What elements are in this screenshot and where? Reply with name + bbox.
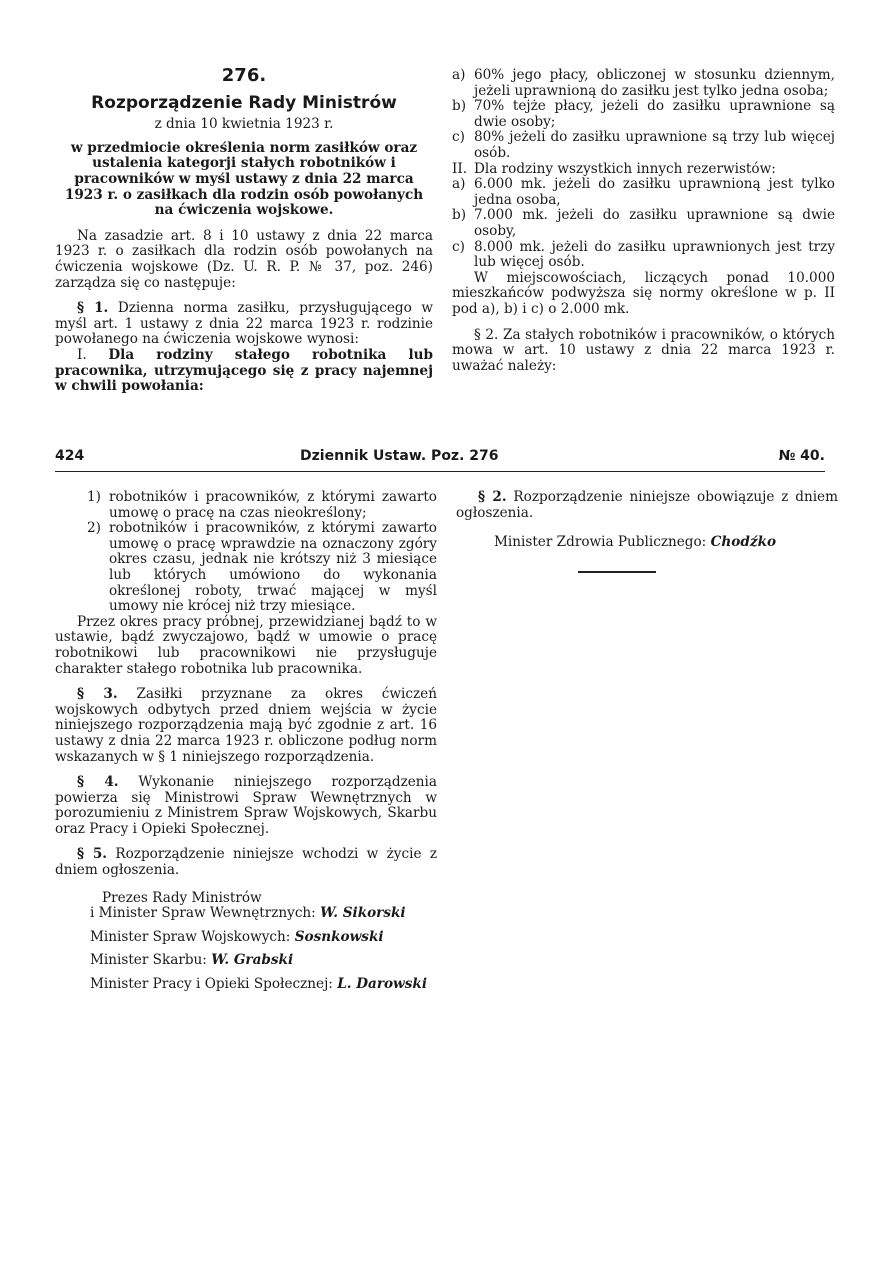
point-I-label: I.: [77, 346, 87, 363]
point-I-item-a: [452, 68, 835, 99]
decree-date: z dnia 10 kwietnia 1923 r.: [154, 116, 334, 133]
point-I-text: Dla rodziny stałego robotnika lub pracownika, utrzymującego się z pracy najemnej w chwili powołania:: [55, 346, 433, 395]
point-II: [452, 162, 835, 178]
section-2: [452, 328, 835, 375]
item-text: robotników i pracowników, z którymi zawarto umowę o pracę wprawdzie na oznaczony zgóry okres czasu, jednak nie krótszy niż 3 miesiące lub których umówiono do wykonania określonej roboty, trwać mającej w myśl umowy nie krócej niż trzy miesiące.: [109, 520, 437, 615]
signature-name: Chodźko: [710, 534, 777, 551]
issue-number: № 40.: [778, 448, 825, 464]
signature-role: Prezes Rady Ministrów: [102, 889, 262, 906]
item-text: 8.000 mk. jeżeli do zasiłku uprawnionych jest trzy lub więcej osób.: [474, 238, 835, 271]
item-label: c): [452, 238, 465, 255]
signature-role: Minister Spraw Wojskowych:: [90, 928, 291, 945]
decree-subject: w przedmiocie określenia norm zasiłków oraz ustalenia kategorji stałych robotników i pracowników w myśl ustawy z dnia 22 marca 1923 r. o zasiłkach dla rodzin osób powołanych na ćwiczenia wojskowe.: [64, 139, 424, 219]
section-5: [55, 847, 437, 878]
decree-277-signature: [456, 535, 838, 551]
item-label: b): [452, 98, 467, 115]
point-II-item-b: [452, 208, 835, 239]
signature-line: [90, 891, 437, 907]
page-number: 424: [55, 448, 85, 464]
item-text: 70% tejże płacy, jeżeli do zasiłku uprawnione są dwie osoby;: [474, 98, 835, 130]
point-II-item-a: [452, 177, 835, 208]
section-5-mark: § 5.: [77, 846, 108, 863]
section-3-mark: § 3.: [77, 686, 118, 703]
end-rule: [578, 571, 656, 573]
category-item-2: [55, 521, 437, 615]
continuation-left-column: [55, 490, 437, 993]
decree-277-section-2-text: Rozporządzenie niniejsze obowiązuje z dniem ogłoszenia.: [456, 489, 838, 521]
item-text: 60% jego płacy, obliczonej w stosunku dziennym, jeżeli uprawnioną do zasiłku jest tylko jedna osoba;: [474, 67, 835, 99]
section-3: [55, 687, 437, 765]
item-label: c): [452, 129, 465, 146]
section-5-text: Rozporządzenie niniejsze wchodzi w życie z dniem ogłoszenia.: [55, 846, 437, 879]
point-I: [55, 348, 433, 395]
signature-role: Minister Pracy i Opieki Społecznej:: [90, 976, 333, 993]
section-4-mark: § 4.: [77, 774, 119, 791]
item-label: 2): [87, 520, 101, 537]
decree-title: Rozporządzenie Rady Ministrów: [91, 92, 397, 113]
point-II-text: Dla rodziny wszystkich innych rezerwistów:: [474, 160, 776, 177]
signature-line: [90, 977, 437, 993]
item-label: a): [452, 67, 466, 83]
decree-right-column: [452, 68, 835, 374]
city-note: W miejscowościach, liczących ponad 10.000 mieszkańców podwyższa się normy określone w p. II pod a), b) i c) o 2.000 mk.: [452, 269, 835, 317]
decree-277-section-2: [456, 490, 838, 521]
signature-name: W. Grabski: [211, 952, 294, 969]
section-1-text: Dzienna norma zasiłku, przysługującego w myśl art. 1 ustawy z dnia 22 marca 1923 r. rodzinie powołanego na ćwiczenia wojskowe wynosi:: [55, 300, 433, 348]
item-text: 80% jeżeli do zasiłku uprawnione są trzy lub więcej osób.: [474, 129, 835, 161]
item-label: b): [452, 207, 467, 224]
journal-title: Dziennik Ustaw. Poz. 276: [300, 448, 499, 464]
section-4: [55, 775, 437, 837]
signature-role: i Minister Spraw Wewnętrznych:: [90, 905, 316, 922]
section-1: [55, 301, 433, 348]
point-I-item-b: [452, 99, 835, 130]
decree-left-column: [55, 65, 433, 395]
point-I-item-c: [452, 130, 835, 161]
section-2-text: Za stałych robotników i pracowników, o których mowa w art. 10 ustawy z dnia 22 marca 1923 r. uważać należy:: [452, 326, 836, 374]
category-item-1: [55, 490, 437, 521]
decree-number: 276.: [221, 65, 267, 86]
point-II-label: II.: [452, 160, 468, 177]
signature-role: Minister Zdrowia Publicznego:: [494, 534, 707, 551]
signature-line: [90, 930, 437, 946]
signature-block: [55, 891, 437, 993]
section-4-text: Wykonanie niniejszego rozporządzenia powierza się Ministrowi Spraw Wewnętrznych w porozumieniu z Ministrem Spraw Wojskowych, Skarbu oraz Pracy i Opieki Społecznej.: [55, 774, 437, 837]
section-3-text: Zasiłki przyznane za okres ćwiczeń wojskowych odbytych przed dniem wejścia w życie niniejszego rozporządzenia mają być zgodnie z art. 16 ustawy z dnia 22 marca 1923 r. obliczone podług norm wskazanych w § 1 niniejszego rozporządzenia.: [55, 686, 437, 765]
signature-line: [90, 953, 437, 969]
decree-277-section-2-mark: § 2.: [478, 489, 507, 505]
signature-role: Minister Skarbu:: [90, 952, 207, 969]
signature-name: W. Sikorski: [320, 905, 406, 922]
header-rule: [55, 471, 825, 472]
section-1-mark: § 1.: [77, 300, 109, 317]
point-II-item-c: [452, 240, 835, 271]
decree-preamble: Na zasadzie art. 8 i 10 ustawy z dnia 22 marca 1923 r. o zasiłkach dla rodzin osób powołanych na ćwiczenia wojskowe (Dz. U. R. P. № 37, poz. 246) zarządza się co następuje:: [55, 227, 433, 291]
item-text: robotników i pracowników, z którymi zawarto umowę o pracę na czas nieokreślony;: [109, 489, 437, 521]
signature-name: L. Darowski: [337, 976, 427, 993]
decree-277-column: [456, 490, 838, 551]
item-label: a): [452, 176, 466, 193]
section-2-mark: § 2.: [474, 326, 499, 343]
signature-name: Sosnkowski: [294, 928, 384, 945]
signature-line: [90, 906, 437, 922]
trial-period-note: Przez okres pracy próbnej, przewidzianej bądź to w ustawie, bądź zwyczajowo, bądź w umowie o pracę robotnikowi lub pracownikowi nie przysługuje charakter stałego robotnika lub pracownika.: [55, 613, 437, 677]
item-text: 6.000 mk. jeżeli do zasiłku uprawnioną jest tylko jedna osoba,: [474, 176, 835, 208]
item-text: 7.000 mk. jeżeli do zasiłku uprawnione są dwie osoby,: [474, 207, 835, 239]
item-label: 1): [87, 489, 101, 505]
